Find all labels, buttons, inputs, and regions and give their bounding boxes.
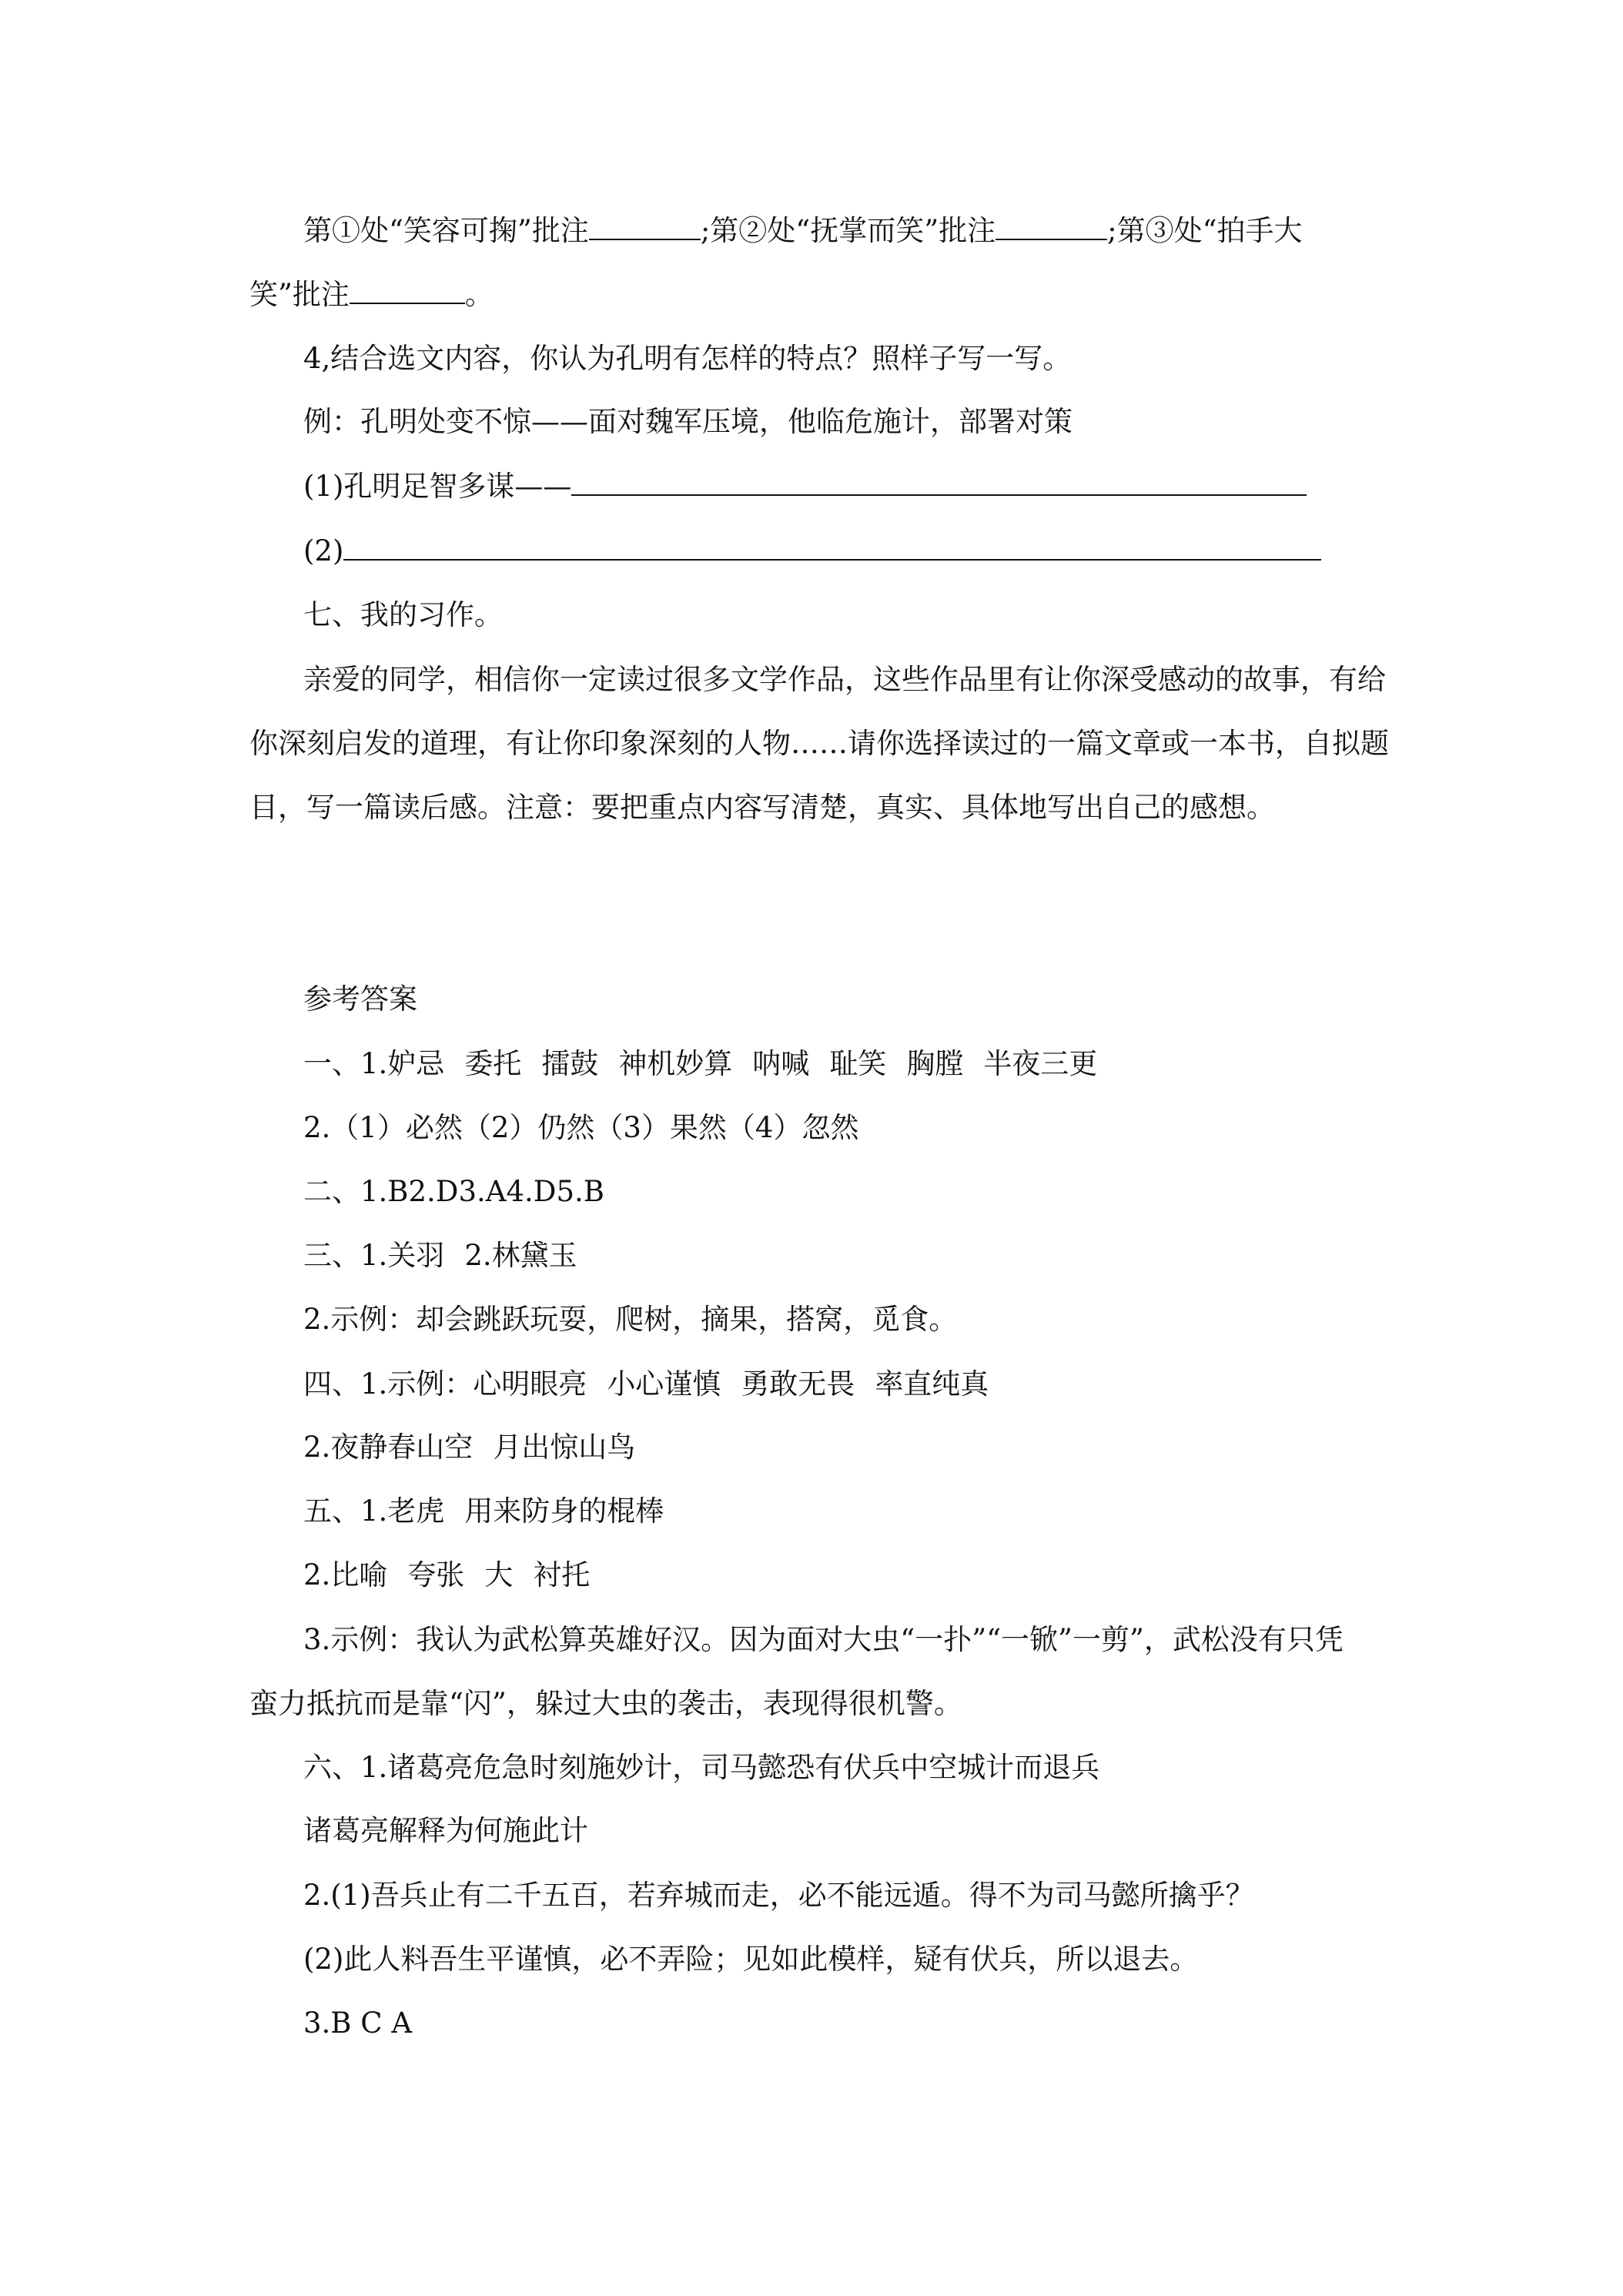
answer-6-2-2: (2)此人料吾生平谨慎，必不弄险；见如此模样，疑有伏兵，所以退去。 — [303, 1943, 1199, 1976]
answer-1-1-word: 神机妙算 — [618, 1047, 733, 1080]
q4-item-2-label: (2) — [303, 534, 344, 567]
answer-6-2-1: 2.(1)吾兵止有二千五百，若弃城而走，必不能远遁。得不为司马懿所擒乎？ — [303, 1879, 1254, 1912]
answer-4-1 — [303, 1363, 989, 1406]
answer-1-1 — [303, 1043, 1097, 1086]
answer-5-3-line-1: 3.示例：我认为武松算英雄好汉。因为面对大虫“一扑”“一锨”一剪”，武松没有只凭 — [303, 1623, 1344, 1656]
q4-example: 例：孔明处变不惊——面对魏军压境，他临危施计，部署对策 — [303, 405, 1073, 438]
answer-3-2: 2.示例：却会跳跃玩耍，爬树，摘果，搭窝，觅食。 — [303, 1303, 958, 1336]
answer-1-2: 2.（1）必然（2）仍然（3）果然（4）忽然 — [303, 1111, 859, 1144]
answer-4-1-part: 小心谨慎 — [607, 1367, 721, 1401]
section7-para-line-2: 你深刻启发的道理，有让你印象深刻的人物……请你选择读过的一篇文章或一本书，自拟题 — [249, 727, 1389, 760]
answer-blank-2[interactable] — [996, 211, 1107, 240]
answer-5-1 — [303, 1490, 664, 1533]
q3-text-part5: 。 — [464, 278, 494, 311]
q3-line2 — [249, 273, 494, 316]
q3-text-part3: ;第③处“拍手大 — [1107, 214, 1303, 247]
answer-6-3: 3.B C A — [303, 2006, 413, 2040]
answer-4-1-part: 率直纯真 — [875, 1367, 989, 1401]
answer-3-1-part: 三、1.关羽 — [303, 1239, 445, 1272]
q4-item-1 — [303, 465, 1307, 508]
answer-5-2-part: 衬托 — [533, 1558, 591, 1591]
answer-4-2-part: 2.夜静春山空 — [303, 1431, 474, 1464]
answer-1-1-word: 一、1.妒忌 — [303, 1047, 445, 1080]
q4-item-1-label: (1)孔明足智多谋—— — [303, 470, 572, 503]
answer-blank-1[interactable] — [589, 211, 701, 240]
q3-text-part1: 第①处“笑容可掬”批注 — [303, 214, 589, 247]
section7-para-line-1: 亲爱的同学，相信你一定读过很多文学作品，这些作品里有让你深受感动的故事，有给 — [303, 663, 1386, 696]
answer-1-1-word: 呐喊 — [752, 1047, 810, 1080]
answer-6-1-line-2: 诸葛亮解释为何施此计 — [303, 1814, 588, 1847]
q4-prompt: 4,结合选文内容，你认为孔明有怎样的特点？照样子写一写。 — [303, 342, 1072, 375]
answer-1-1-word: 半夜三更 — [983, 1047, 1098, 1080]
answer-5-1-part: 用来防身的棍棒 — [464, 1494, 664, 1528]
section7-para-line-3: 目，写一篇读后感。注意：要把重点内容写清楚，真实、具体地写出自己的感想。 — [249, 791, 1275, 824]
answer-1-1-word: 耻笑 — [829, 1047, 887, 1080]
answer-1-1-word: 胸膛 — [906, 1047, 964, 1080]
answer-5-2-part: 夸张 — [407, 1558, 465, 1591]
answer-5-1-part: 五、1.老虎 — [303, 1494, 445, 1528]
answer-1-1-word: 擂鼓 — [541, 1047, 599, 1080]
q3-text-part4: 笑”批注 — [249, 278, 350, 311]
answer-line-1[interactable] — [571, 467, 1307, 496]
answer-6-1-line-1: 六、1.诸葛亮危急时刻施妙计，司马懿恐有伏兵中空城计而退兵 — [303, 1751, 1100, 1784]
answer-1-1-word: 委托 — [464, 1047, 522, 1080]
answer-2: 二、1.B2.D3.A4.D5.B — [303, 1175, 604, 1208]
section7-heading: 七、我的习作。 — [303, 598, 503, 631]
answers-heading: 参考答案 — [303, 982, 417, 1016]
q3-line1 — [303, 209, 1303, 253]
answer-5-2-part: 大 — [484, 1558, 514, 1591]
answer-5-3-line-2: 蛮力抵抗而是靠“闪”，躲过大虫的袭击，表现得很机警。 — [249, 1687, 962, 1720]
answer-blank-3[interactable] — [350, 275, 465, 304]
q4-item-2 — [303, 530, 1321, 573]
answer-5-2 — [303, 1554, 590, 1597]
q3-text-part2: ;第②处“抚掌而笑”批注 — [700, 214, 996, 247]
answer-5-2-part: 2.比喻 — [303, 1558, 388, 1591]
answer-4-2 — [303, 1426, 635, 1469]
answer-3-1-part: 2.林黛玉 — [464, 1239, 577, 1272]
answer-4-1-part: 四、1.示例：心明眼亮 — [303, 1367, 587, 1401]
answer-line-2[interactable] — [343, 531, 1321, 561]
answer-3-1 — [303, 1234, 577, 1277]
answer-4-1-part: 勇敢无畏 — [741, 1367, 855, 1401]
answer-4-2-part: 月出惊山鸟 — [493, 1431, 636, 1464]
